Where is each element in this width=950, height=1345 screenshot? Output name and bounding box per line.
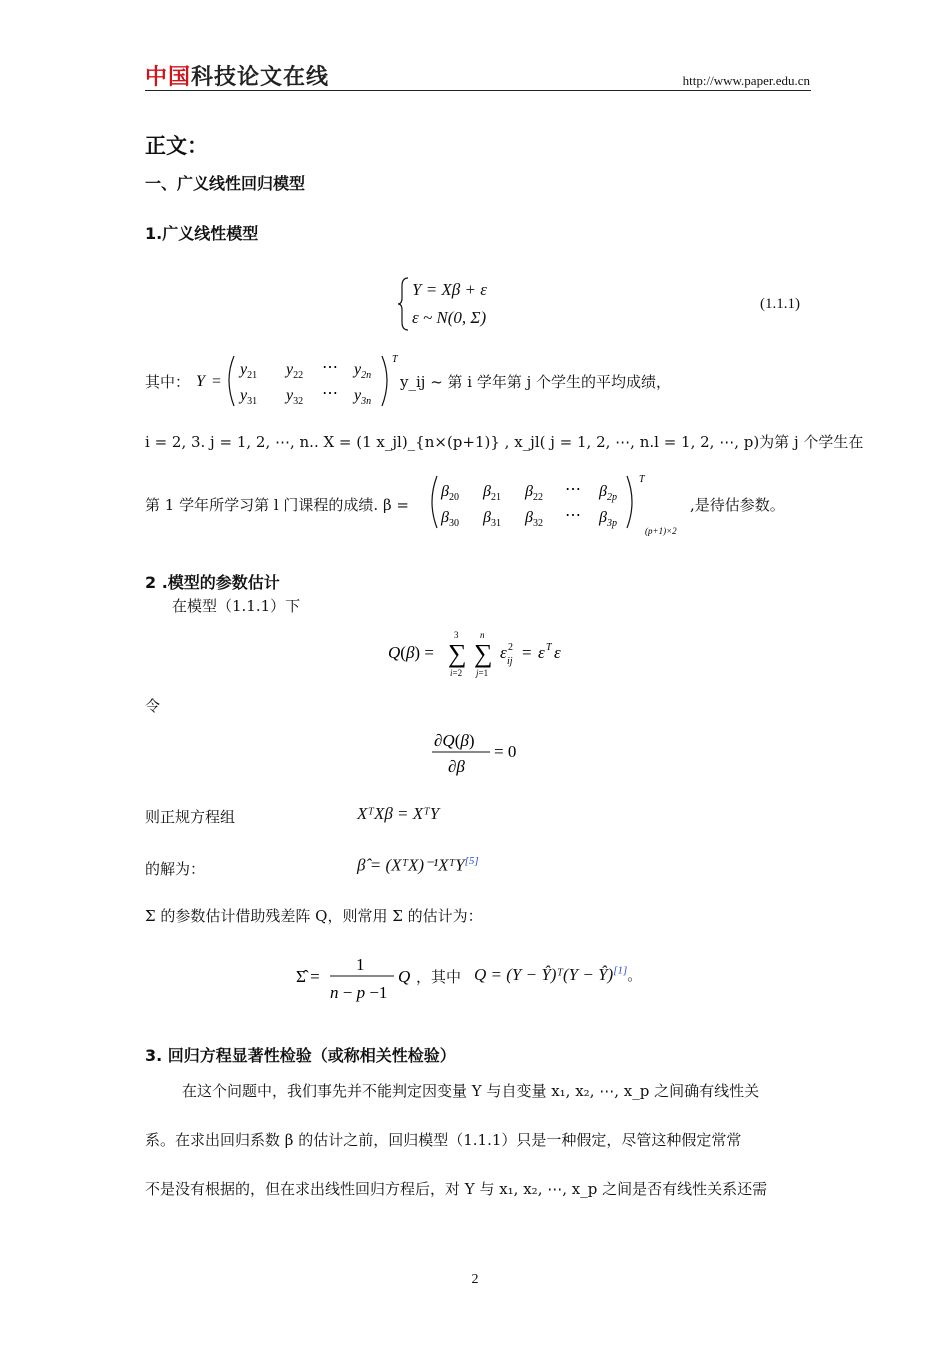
svg-text:β30: $\beta_{30}$ (441, 509, 459, 529)
svg-text:y21: $y_{21}$ (240, 361, 258, 381)
beta-hat-text: β̂ = (XᵀX)⁻¹XᵀY (357, 855, 465, 875)
svg-text:ij: ij (507, 656, 513, 667)
section-2-title: 2 .模型的参数估计 (145, 573, 280, 592)
main-title: 正文： (145, 133, 208, 158)
q-definition-formula (388, 628, 588, 688)
beta-suffix: ,是待估参数。 (690, 496, 785, 514)
partial-derivative-formula (432, 726, 532, 782)
svg-text:β22: $\beta_{22}$ (525, 483, 543, 503)
svg-text:ε: ε (554, 643, 561, 662)
svg-text:⋯: ⋯ (565, 507, 581, 524)
svg-text:⋯: ⋯ (565, 481, 581, 498)
svg-text:⋯: ⋯ (322, 359, 338, 376)
svg-text:∑: ∑ (474, 639, 493, 668)
under-model-text: 在模型（1.1.1）下 (172, 597, 301, 615)
svg-text:⋯: ⋯ (322, 385, 338, 402)
beta-hat-formula (357, 855, 479, 876)
section-1-title: 一、广义线性回归模型 (145, 174, 306, 193)
svg-text:1: 1 (356, 955, 365, 974)
where2-text: ，其中 (416, 968, 462, 986)
svg-text:β2p: $\beta_{2p}$ (599, 483, 617, 503)
cases-brace (396, 276, 410, 332)
svg-text:3: 3 (454, 630, 459, 640)
svg-text:β31: $\beta_{31}$ (483, 509, 501, 529)
header-url: http://www.paper.edu.cn (682, 73, 810, 88)
svg-text:Σ̂ =: Σ̂ = (296, 967, 320, 986)
svg-text:∂Q(β): ∂Q(β) (434, 731, 475, 750)
svg-text:2: 2 (508, 642, 513, 653)
normal-equation-label: 则正规方程组 (145, 808, 236, 826)
index-definition: i = 2, 3. j = 1, 2, ⋯, n.. X = (1 x_jl)_{n×(p+1)} , x_jl( j = 1, 2, ⋯, n.l = 1, 2, ⋯, p)为第 j 个学生在 (145, 433, 864, 451)
normal-equation: XᵀXβ = XᵀY (357, 804, 440, 823)
svg-text:ε: ε (538, 643, 545, 662)
svg-text:n: n (480, 630, 485, 640)
svg-text:y32: $y_{32}$ (286, 387, 304, 407)
q-residual-text: Q = (Y − Ŷ)ᵀ(Y − Ŷ) (474, 965, 614, 984)
where-label: 其中： (145, 373, 191, 391)
equation-number: (1.1.1) (760, 296, 800, 312)
eq-line-2: ε ~ N(0, Σ) (412, 308, 487, 327)
beta-matrix (425, 470, 685, 544)
eq-line-1: Y = Xβ + ε (412, 280, 487, 299)
header-divider (145, 90, 811, 91)
svg-text:T: T (546, 642, 552, 653)
svg-text:n − p −1: n − p −1 (330, 983, 388, 1002)
citation-1[interactable]: [1] (613, 964, 628, 977)
svg-text:T: T (639, 474, 645, 485)
svg-text:y22: $y_{22}$ (286, 361, 304, 381)
let-text: 令 (145, 697, 161, 715)
paragraph-line-1: 在这个问题中，我们事先并不能判定因变量 Y 与自变量 x₁, x₂, ⋯, x_p 之间确有线性关 (182, 1082, 760, 1100)
y-matrix (196, 350, 416, 416)
paragraph-line-2: 系。在求出回归系数 β 的估计之前，回归模型（1.1.1）只是一种假定，尽管这种假定常常 (145, 1131, 742, 1149)
svg-text:y3n: $y_{3n}$ (354, 387, 372, 407)
svg-text:β20: $\beta_{20}$ (441, 483, 459, 503)
svg-text:Y: Y (196, 373, 205, 390)
svg-text:Q: Q (398, 967, 411, 986)
svg-text:i=2: i=2 (450, 668, 463, 678)
solution-label: 的解为： (145, 860, 206, 878)
svg-text:∑: ∑ (448, 639, 467, 668)
page-number: 2 (471, 1272, 479, 1287)
svg-text:T: T (392, 354, 398, 365)
sigma-estimate-text: Σ 的参数估计借助残差阵 Q，则常用 Σ 的估计为： (145, 907, 483, 925)
svg-text:= 0: = 0 (494, 742, 517, 761)
svg-text:β21: $\beta_{21}$ (483, 483, 501, 503)
section-3-title: 3. 回归方程显著性检验（或称相关性检验） (145, 1046, 456, 1065)
svg-text:y2n: $y_{2n}$ (354, 361, 372, 381)
svg-text:Q(β) =: Q(β) = (388, 643, 434, 662)
svg-text:∂β: ∂β (448, 757, 465, 776)
svg-text:y31: $y_{31}$ (240, 387, 258, 407)
sigma-hat-formula (296, 950, 436, 1010)
y-definition: y_ij ~ 第 i 学年第 j 个学生的平均成绩， (400, 373, 672, 391)
svg-text:ε: ε (500, 643, 507, 662)
svg-text:(p+1)×2: (p+1)×2 (645, 526, 677, 536)
svg-text:=: = (522, 643, 532, 662)
svg-text:j=1: j=1 (476, 668, 489, 678)
svg-text:β3p: $\beta_{3p}$ (599, 509, 617, 529)
journal-logo: 中国科技论文在线 (145, 65, 330, 90)
q-residual-formula: Q = (Y − Ŷ)ᵀ(Y − Ŷ)[1]。 (474, 964, 643, 984)
paragraph-line-3: 不是没有根据的，但在求出线性回归方程后，对 Y 与 x₁, x₂, ⋯, x_p 之间是否有线性关系还需 (145, 1180, 768, 1198)
svg-text:β32: $\beta_{32}$ (525, 509, 543, 529)
svg-text:=: = (212, 373, 222, 390)
first-year-text: 第 1 学年所学习第 l 门课程的成绩. β = (145, 496, 409, 514)
citation-5[interactable]: [5] (464, 855, 479, 867)
section-1-1-title: 1.广义线性模型 (145, 224, 259, 243)
